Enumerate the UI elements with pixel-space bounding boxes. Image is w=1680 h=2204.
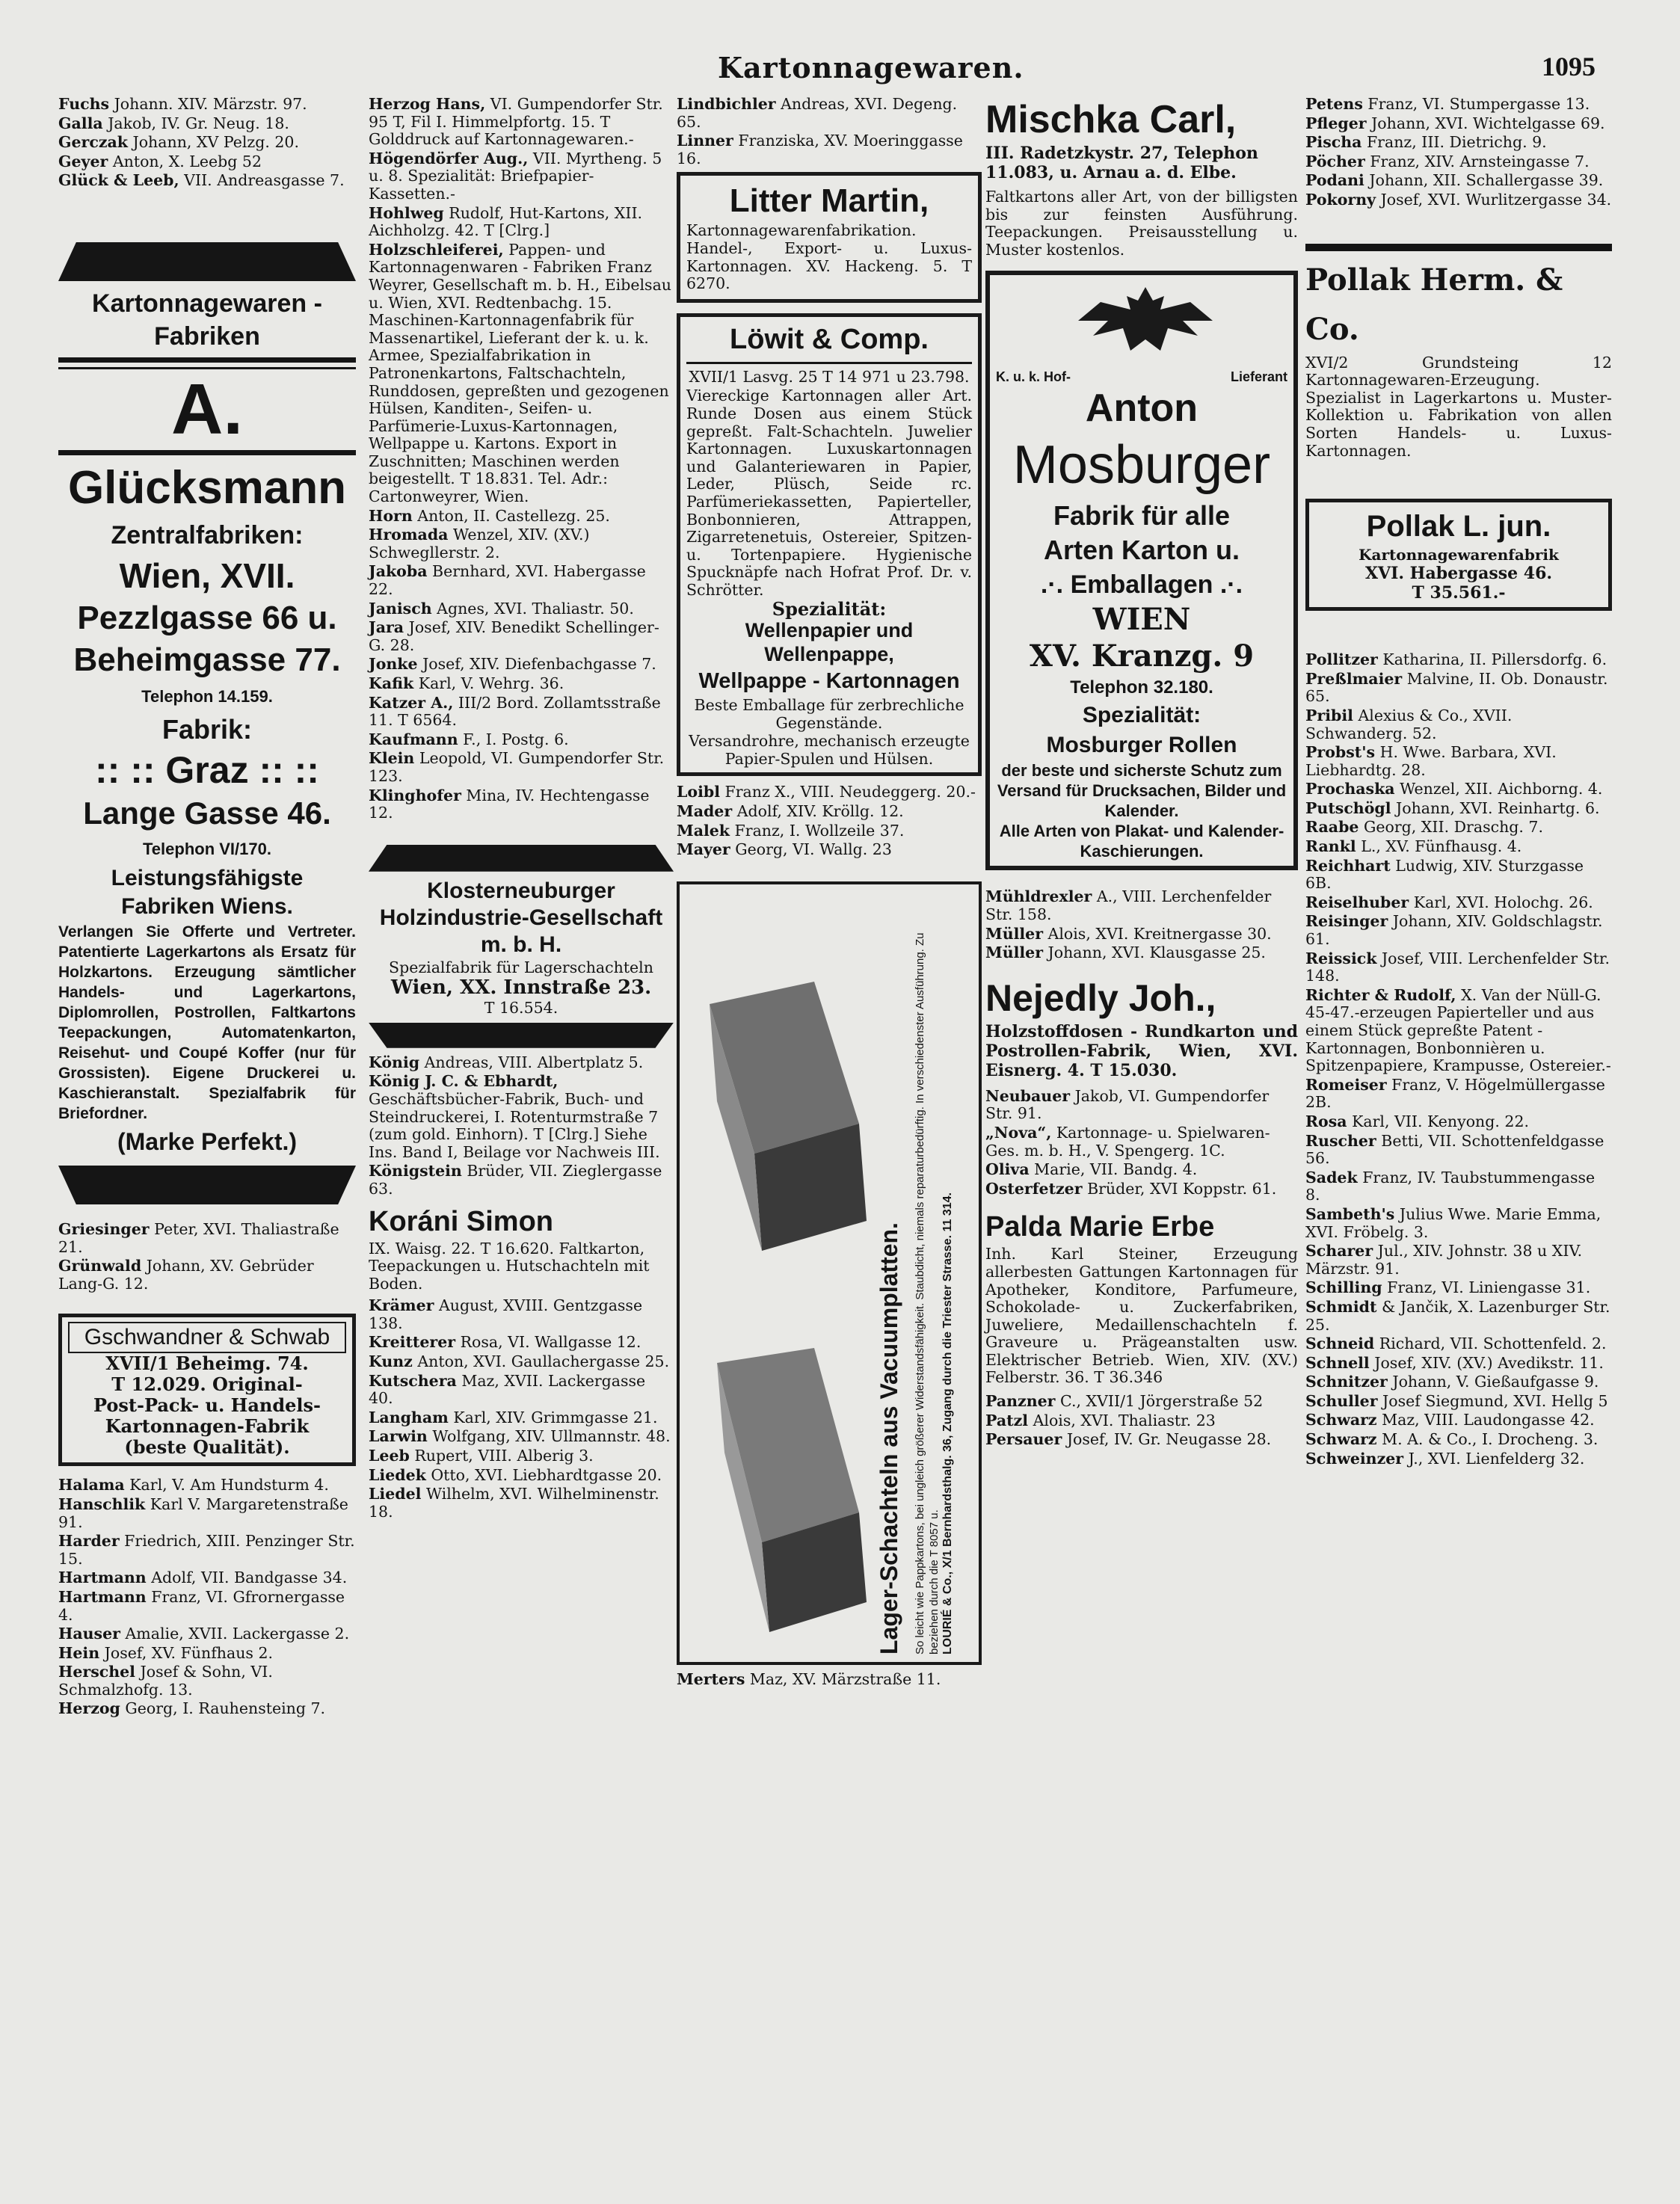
list-item: Rosa Karl, VII. Kenyong. 22. (1305, 1112, 1530, 1130)
list-item: Schnell Josef, XIV. (XV.) Avedikstr. 11. (1305, 1353, 1604, 1372)
list-item: Harder Friedrich, XIII. Penzinger Str. 15. (58, 1532, 355, 1568)
page-number: 1095 (1542, 52, 1596, 81)
eagle-emblem (996, 280, 1287, 369)
list-item: Richter & Rudolf, X. Van der Nüll-G. 45-47.-erzeugen Papierteller und aus einem Stück gepreßte Patent - Kartonnagen, Bonbonnièren u. Spitzenpapiere, Krampusse, Ostereier.- (1305, 985, 1611, 1075)
list-item: Hartmann Franz, VI. Gfrornergasse 4. (58, 1587, 345, 1624)
list-item: Sambeth's Julius Wwe. Marie Emma, XVI. Fröbelg. 3. (1305, 1204, 1601, 1241)
advertisement-klosterneuburger (369, 845, 674, 1048)
ad-line: Mosburger Rollen (1046, 733, 1237, 758)
list-item: Sadek Franz, IV. Taubstummengasse 8. (1305, 1168, 1596, 1204)
list-item: Jakoba Bernhard, XVI. Habergasse 22. (369, 562, 646, 599)
list-item: Oliva Marie, VII. Bandg. 4. (985, 1160, 1198, 1179)
list-item: Hauser Amalie, XVII. Lackergasse 2. (58, 1625, 350, 1643)
advertisement-korani (369, 1203, 674, 1293)
ad-line: Wien, XX. Innstraße 23. (390, 976, 652, 999)
ad-heading: Gschwandner & Schwab (68, 1322, 346, 1353)
ad-line: Spezialität: (1082, 703, 1201, 728)
list-item: Schweinzer J., XVI. Lienfelderg 32. (1305, 1449, 1585, 1468)
ad-line: XVII/1 Beheimg. 74. (105, 1352, 309, 1375)
list-item: Högendörfer Aug., VII. Myrtheng. 5 u. 8. Spezialität: Briefpapier-Kassetten.- (369, 149, 662, 203)
entry-list (985, 888, 1298, 961)
page-header (0, 46, 1680, 91)
list-item: Müller Johann, XVI. Klausgasse 25. (985, 944, 1266, 962)
list-item: Pöcher Franz, XIV. Arnsteingasse 7. (1305, 152, 1590, 170)
list-item: Putschögl Johann, XVI. Reinhartg. 6. (1305, 798, 1600, 817)
column-1 (58, 96, 356, 1720)
ad-purveyor-line (996, 369, 1287, 385)
ad-heading: Palda Marie Erbe (985, 1211, 1215, 1243)
advertisement-gschwandner (58, 1314, 356, 1466)
entry-list (985, 1088, 1298, 1198)
entry-list (1305, 96, 1612, 209)
list-item: Preßlmaier Malvine, II. Ob. Donaustr. 65. (1305, 669, 1608, 706)
column-5 (1305, 96, 1612, 1469)
ad-rule (58, 450, 356, 455)
list-item: Persauer Josef, IV. Gr. Neugasse 28. (985, 1430, 1272, 1449)
list-item: Raabe Georg, XII. Draschg. 7. (1305, 818, 1543, 837)
ad-line: So leicht wie Pappkartons, bei ungleich größerer Widerstandsfähigkeit. Staubdicht, niemals reparaturbedürftig. In verschiedenster Ausführung. Zu beziehen durch die T 8057 u. (914, 932, 941, 1654)
ad-heading: Klosterneuburger (427, 878, 615, 903)
list-item: Hohlweg Rudolf, Hut-Kartons, XII. Aichholzg. 42. T [Clrg.] (369, 203, 643, 240)
ad-line: Leistungsfähigste (111, 865, 304, 890)
list-item: Reichhart Ludwig, XIV. Sturzgasse 6B. (1305, 856, 1584, 893)
advertisement-pollak-herm (1305, 244, 1612, 461)
ad-heading: Koráni Simon (369, 1205, 554, 1237)
list-item: Königstein Brüder, VII. Zieglergasse 63. (369, 1162, 662, 1198)
column-3 (677, 96, 982, 1690)
ad-heading: Kartonnagewaren - Fabriken (92, 289, 322, 351)
ad-line: XVII/1 Lasvg. 25 T 14 971 u 23.798. (689, 367, 970, 386)
list-item: Reisinger Johann, XIV. Goldschlagstr. 61. (1305, 912, 1603, 949)
ad-line: WIEN (1092, 602, 1191, 638)
list-item: Schwarz M. A. & Co., I. Drocheng. 3. (1305, 1430, 1599, 1449)
list-item: Merters Maz, XV. Märzstraße 11. (677, 1669, 941, 1688)
ad-heading: Pollak L. jun. (1366, 510, 1551, 544)
ad-line: Wellpappe - Kartonnagen (698, 669, 960, 694)
ad-line: Lange Gasse 46. (83, 795, 331, 831)
ad-line: Zentralfabriken: (111, 520, 304, 550)
list-item: Galla Jakob, IV. Gr. Neug. 18. (58, 114, 289, 132)
ad-rule (686, 362, 972, 364)
ad-body: Viereckige Kartonnagen aller Art. Runde Dosen aus einem Stück gepreßt. Falt-Schachteln. Juwelier Kartonnagen. Luxuskartonnagen und Galanteriewaren in Papier, Leder, Plüsch, Seide rc. Parfümeriekassetten, Papierteller, Bonbonnieren, Attrappen, Zigarretenetuis, Ostereier, Spitzen- u. Tortenpapiere. Hygienische Spucknäpfe nach Hofrat Prof. Dr. v. Schrötter. (686, 387, 972, 599)
list-item: Pribil Alexius & Co., XVII. Schwanderg. 52. (1305, 706, 1513, 742)
ad-line: Arten Karton u. (1043, 535, 1240, 566)
list-item: Rankl L., XV. Fünfhausg. 4. (1305, 837, 1522, 856)
ad-line: XV. Kranzg. 9 (1029, 638, 1255, 674)
list-item: Horn Anton, II. Castellezg. 25. (369, 506, 610, 525)
list-item: Hartmann Adolf, VII. Bandgasse 34. (58, 1569, 348, 1587)
ad-initial: A. (171, 369, 243, 449)
ad-line: Wien, XVII. (119, 555, 295, 595)
ad-line: Versandrohre, mechanisch erzeugte Papier-Spulen und Hülsen. (689, 732, 970, 769)
ad-line: Fabriken Wiens. (121, 893, 293, 919)
ad-line: LOURIÉ & Co., X/1 Bernhardsthalg. 36, Zugang durch die Triester Strasse. 11 314. (941, 1192, 954, 1654)
list-item: Ruscher Betti, VII. Schottenfeldgasse 56. (1305, 1131, 1604, 1168)
list-item: Hromada Wenzel, XIV. (XV.) Schwegllerstr. 2. (369, 526, 590, 561)
list-item: Probst's H. Wwe. Barbara, XVI. Liebhardtg. 28. (1305, 743, 1557, 779)
ad-heading: Holzindustrie-Gesellschaft m. b. H. (379, 905, 663, 957)
list-item: Loibl Franz X., VIII. Neudeggerg. 20.- (677, 783, 976, 801)
ad-line: T 12.029. Original- (111, 1373, 303, 1396)
list-item: König J. C. & Ebhardt, Geschäftsbücher-Fabrik, Buch- und Steindruckerei, I. Rotenturmstraße 7 (zum gold. Einhorn). T [Clrg.] Siehe Ins. Band I, Beilage vor Nachweis III. (369, 1072, 660, 1161)
list-item: Liedel Wilhelm, XVI. Wilhelminenstr. 18. (369, 1485, 659, 1521)
list-item: Mühldrexler A., VIII. Lerchenfelder Str. 158. (985, 887, 1272, 923)
ad-line: Anton (1085, 387, 1199, 431)
ad-banner-top (58, 242, 356, 281)
ad-line: K. u. k. Hof- (996, 369, 1071, 385)
list-item: Pischa Franz, III. Dietrichg. 9. (1305, 133, 1547, 152)
ad-banner-top (369, 845, 674, 872)
ad-line: :: :: Graz :: :: (95, 748, 319, 791)
ad-line: Kartonnagewarenfabrikation. Handel-, Export- u. Luxus-Kartonnagen. XV. Hackeng. 5. T 6270. (686, 221, 972, 293)
ad-line: der beste und sicherste Schutz zum Versand für Drucksachen, Bilder und Kalender. (997, 761, 1287, 821)
list-item: Schuller Josef Siegmund, XVI. Hellg 5 (1305, 1391, 1608, 1410)
ad-heading: Nejedly Joh., (985, 976, 1216, 1019)
list-item: Hein Josef, XV. Fünfhaus 2. (58, 1643, 274, 1662)
ad-line: Telephon VI/170. (143, 839, 271, 858)
ad-line: Spezialfabrik für Lagerschachteln (389, 958, 653, 976)
ad-heading: Pollak Herm. & Co. (1305, 262, 1563, 347)
list-item: Liedek Otto, XVI. Liebhardtgasse 20. (369, 1465, 662, 1484)
list-item: Gerczak Johann, XV Pelzg. 20. (58, 133, 299, 152)
list-item: Herschel Josef & Sohn, VI. Schmalzhofg. 13. (58, 1663, 273, 1699)
ad-line: T 16.554. (484, 998, 559, 1017)
ad-heading: Mischka Carl, (985, 98, 1237, 141)
ad-company-name: Mosburger (1012, 435, 1271, 496)
list-item: „Nova“, Kartonnage- u. Spielwaren-Ges. m. b. H., V. Spengerg. 1C. (985, 1123, 1270, 1160)
advertisement-litter (677, 172, 982, 302)
list-item: Reiselhuber Karl, XVI. Holochg. 26. (1305, 893, 1593, 911)
double-eagle-icon (1041, 280, 1250, 362)
list-item: Reissick Josef, VIII. Lerchenfelder Str. 148. (1305, 949, 1610, 985)
ad-heading: Lager-Schachteln aus Vacuumplatten. (876, 1222, 902, 1654)
list-item: Petens Franz, VI. Stumpergasse 13. (1305, 95, 1590, 113)
advertisement-nejedly (985, 974, 1298, 1080)
list-item: Fuchs Johann. XIV. Märzstr. 97. (58, 95, 307, 113)
ad-line: Wellenpapier und Wellenpappe, (745, 619, 914, 666)
list-item: Kreitterer Rosa, VI. Wallgasse 12. (369, 1333, 641, 1352)
list-item: Schwarz Maz, VIII. Laudongasse 42. (1305, 1411, 1595, 1429)
entry-list (369, 1297, 674, 1521)
ad-line: Fabrik: (161, 713, 253, 745)
list-item: Klein Leopold, VI. Gumpendorfer Str. 123. (369, 749, 665, 785)
ad-banner-bottom (58, 1166, 356, 1204)
list-item: Herzog Hans, VI. Gumpendorfer Str. 95 T, Fil I. Himmelpfortg. 15. T Golddruck auf Kartonnagewaren.- (369, 95, 663, 149)
entry-list (369, 1054, 674, 1198)
list-item: Pokorny Josef, XVI. Wurlitzergasse 34. (1305, 190, 1612, 209)
entry-list (58, 1221, 356, 1293)
list-item: Panzner C., XVII/1 Jörgerstraße 52 (985, 1392, 1264, 1411)
list-item: Halama Karl, V. Am Hundsturm 4. (58, 1476, 329, 1495)
list-item: Krämer August, XVIII. Gentzgasse 138. (369, 1296, 643, 1332)
advertisement-gluecksmann (58, 242, 356, 1204)
list-item: Kutschera Maz, XVII. Lackergasse 40. (369, 1371, 646, 1408)
ad-line: III. Radetzkystr. 27, Telephon 11.083, u. Arnau a. d. Elbe. (985, 144, 1258, 182)
list-item: Scharer Jul., XIV. Johnstr. 38 u XIV. Märzstr. 91. (1305, 1242, 1583, 1278)
list-item: Mader Adolf, XIV. Kröllg. 12. (677, 802, 904, 821)
list-item: Glück & Leeb, VII. Andreasgasse 7. (58, 171, 345, 190)
list-item: Janisch Agnes, XVI. Thaliastr. 50. (369, 599, 634, 618)
list-item: Leeb Rupert, VIII. Alberig 3. (369, 1447, 594, 1465)
ad-rule (1305, 244, 1612, 251)
ad-banner-bottom (369, 1023, 674, 1048)
entry-list (58, 1477, 356, 1718)
entry-list (677, 784, 982, 858)
entry-list (58, 96, 356, 190)
advertisement-loewit (677, 313, 982, 777)
list-item: Larwin Wolfgang, XIV. Ullmannstr. 48. (369, 1427, 671, 1446)
list-item: Kafik Karl, V. Wehrg. 36. (369, 674, 564, 692)
list-item: Pfleger Johann, XVI. Wichtelgasse 69. (1305, 114, 1605, 132)
ad-line: Alle Arten von Plakat- und Kalender-Kaschierungen. (999, 822, 1284, 861)
entry-list (985, 1393, 1298, 1449)
ad-company-name: Glücksmann (67, 461, 347, 514)
list-item: Schmidt & Jančik, X. Lazenburger Str. 25. (1305, 1297, 1610, 1334)
list-item: Kunz Anton, XVI. Gaullachergasse 25. (369, 1352, 670, 1371)
list-item: Mayer Georg, VI. Wallg. 23 (677, 840, 892, 859)
list-item: Katzer A., III/2 Bord. Zollamtsstraße 11. T 6564. (369, 693, 661, 730)
ad-line: Inh. Karl Steiner, Erzeugung allerbesten Gattungen Kartonnagen für Apotheker, Konditore, Parfumeure, Schokolade- u. Zuckerfabriken, Juweliere, Medaillenschachteln f. Graveure u. Prägeanstalten usw. Elektrischer Betrieb. Wien, XIV. (XV.) Felberstr. 36. T 36.346 (985, 1245, 1298, 1387)
list-item: Grünwald Johann, XV. Gebrüder Lang-G. 12. (58, 1257, 314, 1293)
ad-line: XVI. Habergasse 46. (1364, 564, 1553, 584)
ad-line: Fabrik für alle (1053, 500, 1231, 532)
ad-line: XVI/2 Grundsteing 12 Kartonnagewaren-Erzeugung. Spezialist in Lagerkartons u. Muster-Kollektion u. Fabrikation von allen Sorten Handels- u. Luxus-Kartonnagen. (1305, 353, 1612, 460)
ad-line: Post-Pack- u. Handels- (93, 1394, 321, 1417)
advertisement-palda (985, 1208, 1298, 1387)
list-item: Griesinger Peter, XVI. Thaliastraße 21. (58, 1219, 339, 1256)
ad-brand: (Marke Perfekt.) (117, 1127, 298, 1155)
ad-line: T 35.561.- (1412, 583, 1506, 603)
ad-heading: Löwit & Comp. (730, 323, 929, 355)
list-item: Lindbichler Andreas, XVI. Degeng. 65. (677, 95, 958, 131)
ad-body: Verlangen Sie Offerte und Vertreter. Patentierte Lagerkartons als Ersatz für Holzkartons. Erzeugung sämtlicher Handels- und Lagerkartons, Diplomrollen, Postrollen, Faltkartons Teepackungen, Automatenkarton, Reisehut- und Coupé Koffer (nur für Grossisten). Eigene Druckerei u. Kaschieranstalt. Spezialfabrik für Briefordner. (58, 923, 356, 1122)
ad-rule (58, 357, 356, 363)
ad-line: Faltkartons aller Art, von der billigsten bis zur feinsten Ausführung. Teepackungen. Preisausstellung u. Muster kostenlos. (985, 188, 1298, 259)
list-item: Jara Josef, XIV. Benedikt Schellinger-G. 28. (369, 618, 659, 654)
list-item: Schilling Franz, VI. Liniengasse 31. (1305, 1278, 1591, 1297)
list-item: Neubauer Jakob, VI. Gumpendorfer Str. 91. (985, 1086, 1270, 1123)
list-item: König Andreas, VIII. Albertplatz 5. (369, 1053, 644, 1071)
list-item: Klinghofer Mina, IV. Hechtengasse 12. (369, 786, 650, 822)
list-item: Malek Franz, I. Wollzeile 37. (677, 821, 905, 840)
list-item: Prochaska Wenzel, XII. Aichborng. 4. (1305, 780, 1603, 798)
list-item: Herzog Georg, I. Rauhensteing 7. (58, 1699, 326, 1718)
entry-list (677, 1671, 982, 1689)
advertisement-lourie (677, 881, 982, 1665)
list-item: Müller Alois, XVI. Kreitnergasse 30. (985, 924, 1272, 943)
list-item: Geyer Anton, X. Leebg 52 (58, 152, 262, 170)
entry-list (1305, 651, 1612, 1468)
ad-line: (beste Qualität). (124, 1436, 290, 1459)
ad-line: Telephon 32.180. (1070, 677, 1213, 698)
advertisement-mosburger (985, 271, 1298, 870)
column-2 (369, 96, 674, 1522)
ad-line: Telephon 14.159. (141, 686, 273, 706)
list-item: Jonke Josef, XIV. Diefenbachgasse 7. (369, 655, 656, 674)
ad-line: Holzstoffdosen - Rundkarton und Postrollen-Fabrik, Wien, XVI. Eisnerg. 4. T 15.030. (985, 1021, 1298, 1080)
ad-line: IX. Waisg. 22. T 16.620. Faltkarton, Teepackungen u. Hutschachteln mit Boden. (369, 1239, 650, 1293)
list-item: Pollitzer Katharina, II. Pillersdorfg. 6. (1305, 650, 1607, 669)
ad-line: Kartonnagen-Fabrik (105, 1415, 310, 1438)
ad-line: Beste Emballage für zerbrechliche Gegenstände. (694, 696, 964, 733)
list-item: Langham Karl, XIV. Grimmgasse 21. (369, 1408, 658, 1426)
ad-heading: Litter Martin, (729, 182, 929, 220)
entry-list (677, 96, 982, 167)
list-item: Osterfetzer Brüder, XVI Koppstr. 61. (985, 1179, 1277, 1198)
ad-line: Pezzlgasse 66 u. (77, 599, 337, 636)
ad-line: Kartonnagewarenfabrik (1359, 546, 1559, 564)
list-item: Hanschlik Karl V. Margaretenstraße 91. (58, 1495, 348, 1531)
page-title: Kartonnagewaren. (718, 51, 1024, 84)
advertisement-mischka (985, 96, 1298, 259)
ad-line: Lieferant (1230, 369, 1287, 385)
list-item: Kaufmann F., I. Postg. 6. (369, 730, 569, 748)
list-item: Holzschleiferei, Pappen- und Kartonnagenwaren - Fabriken Franz Weyrer, Gesellschaft m. b. H., Eibelsau u. Wien, XVI. Redtenbachg. 15. Maschinen-Kartonnagenfabrik für Massenartikel, Lieferant der k. u. k. Armee, Spezialfabrikation in Patronenkartons, Faltschachteln, Runddosen, gepreßten und gezogenen Hülsen, Kanditen-, Seifen- u. Parfümerie-Luxus-Kartonnagen, Wellpappe u. Kartons. Export in Zuschnitten; Maschinen werden beigestellt. T 18.831. Tel. Adr.: Cartonweyrer, Wien. (369, 240, 671, 506)
advertisement-pollak-jun (1305, 499, 1612, 611)
list-item: Schneid Richard, VII. Schottenfeld. 2. (1305, 1335, 1607, 1353)
list-item: Podani Johann, XII. Schallergasse 39. (1305, 171, 1604, 190)
list-item: Patzl Alois, XVI. Thaliastr. 23 (985, 1411, 1216, 1429)
ad-line: .·. Emballagen .·. (1040, 570, 1243, 600)
list-item: Romeiser Franz, V. Högelmüllergasse 2B. (1305, 1075, 1605, 1112)
ad-line: Spezialität: (772, 598, 887, 621)
entry-list (369, 96, 674, 822)
column-4 (985, 96, 1298, 1450)
list-item: Linner Franziska, XV. Moeringgasse 16. (677, 132, 963, 167)
ad-line: Beheimgasse 77. (73, 641, 341, 678)
list-item: Schnitzer Johann, V. Gießaufgasse 9. (1305, 1373, 1599, 1391)
